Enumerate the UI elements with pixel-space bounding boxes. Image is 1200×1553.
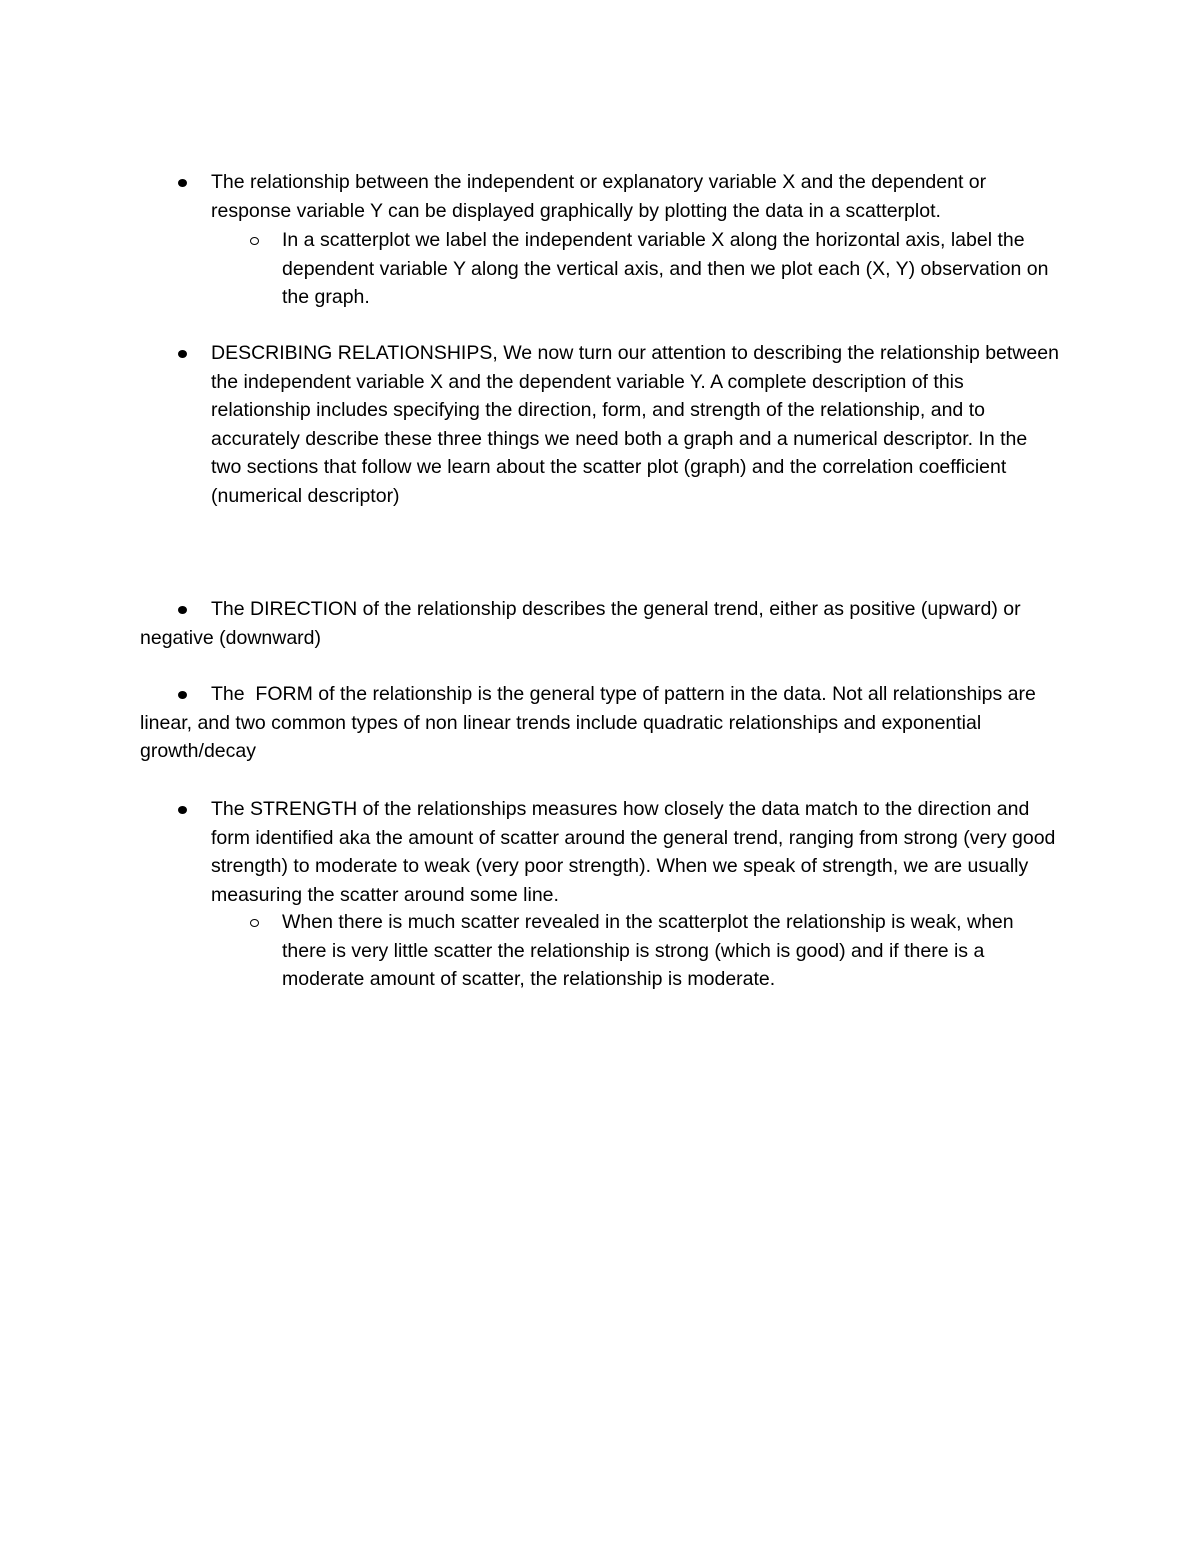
paragraph-scatter-amount: When there is much scatter revealed in the scatterplot the relationship is weak, when there is very little scatter the relationship is strong (which is good) and if there is a moderate amount of scatter, the relationship is moderate. [282, 911, 1014, 990]
bullet-disc-icon [178, 179, 187, 187]
paragraph-direction: The DIRECTION of the relationship describes the general trend, either as positive (upward) or negative (downward) [140, 598, 1021, 649]
paragraph-strength: The STRENGTH of the relationships measures how closely the data match to the direction and form identified aka the amount of scatter around the general trend, ranging from strong (very good strength) to moderate to weak (very poor strength). When we speak of strength, we are usually measuring the scatter around some line. [211, 798, 1056, 906]
bullet-circle-icon [250, 237, 259, 245]
bullet-disc-icon [178, 350, 187, 358]
bullet-circle-icon [250, 919, 259, 927]
paragraph-describing-relationships: DESCRIBING RELATIONSHIPS, We now turn our attention to describing the relationship between the independent variable X and the dependent variable Y. A complete description of this relationship includes specifying the direction, form, and strength of the relationship, and to accurately describe these three things we need both a graph and a numerical descriptor. In the two sections that follow we learn about the scatter plot (graph) and the correlation coefficient (numerical descriptor) [211, 342, 1059, 507]
bullet-disc-icon [178, 806, 187, 814]
paragraph-scatterplot-intro: The relationship between the independent or explanatory variable X and the dependent or response variable Y can be displayed graphically by plotting the data in a scatterplot. [211, 171, 987, 222]
paragraph-form: The FORM of the relationship is the general type of pattern in the data. Not all relationships are linear, and two common types of non linear trends include quadratic relationships and exponential growth/decay [140, 683, 1042, 762]
paragraph-scatterplot-axes: In a scatterplot we label the independent variable X along the horizontal axis, label the dependent variable Y along the vertical axis, and then we plot each (X, Y) observation on the graph. [282, 229, 1049, 308]
